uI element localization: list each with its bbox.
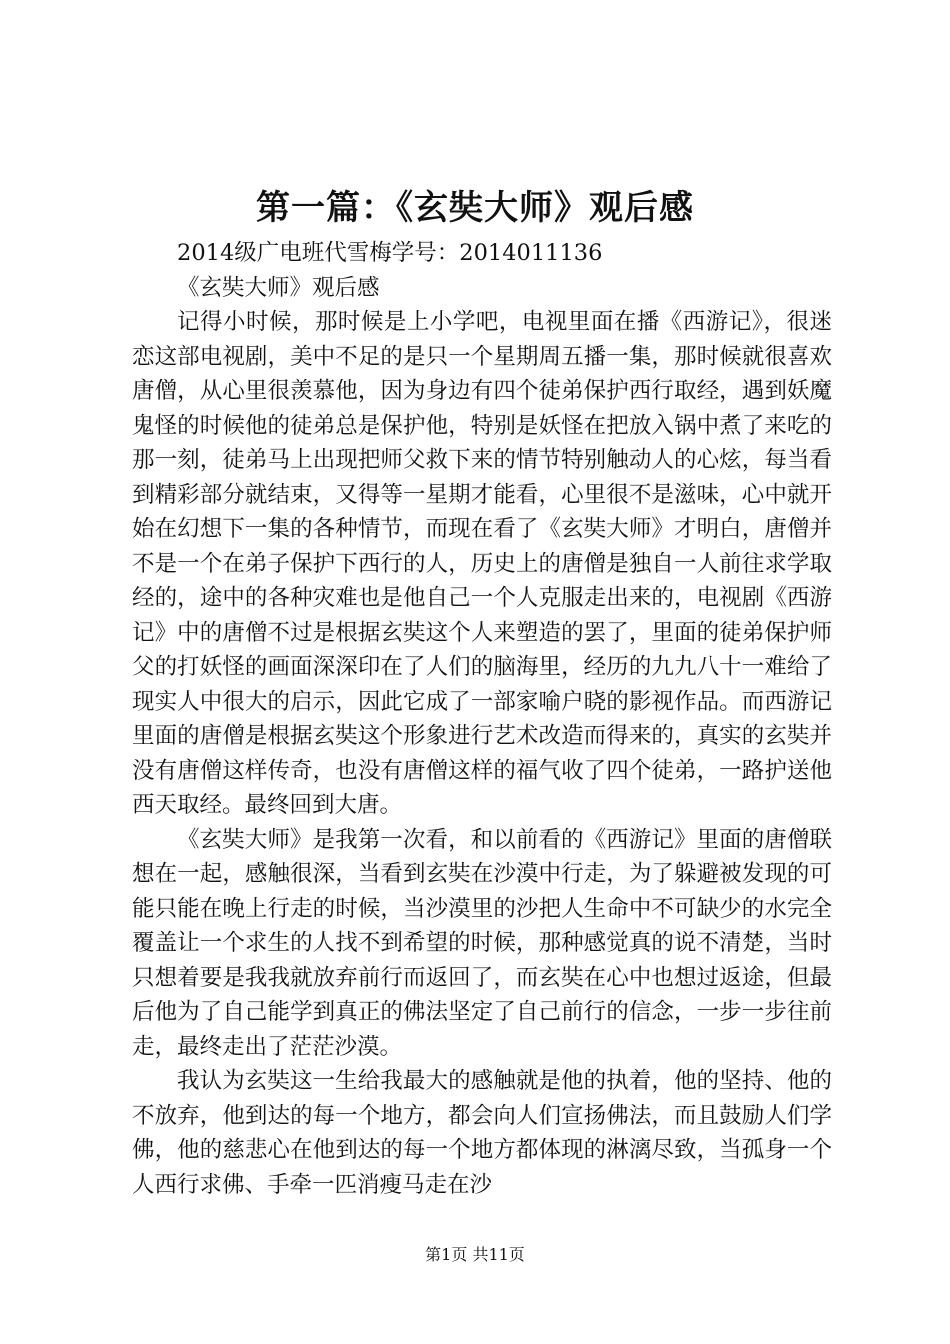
subtitle: 《玄奘大师》观后感	[177, 274, 380, 301]
paragraph-3: 我认为玄奘这一生给我最大的感触就是他的执着，他的坚持、他的不放弃，他到达的每一个地方，都会向人们宣扬佛法，而且鼓励人们学佛，他的慈悲心在他到达的每一个地方都体现的淋漓尽致，当孤身一个人西行求佛、手牵一匹消瘦马走在沙	[132, 1068, 832, 1198]
paragraph-2: 《玄奘大师》是我第一次看，和以前看的《西游记》里面的唐僧联想在一起，感触很深，当看到玄奘在沙漠中行走，为了躲避被发现的可能只能在晚上行走的时候，当沙漠里的沙把人生命中不可缺少的水完全覆盖让一个求生的人找不到希望的时候，那种感觉真的说不清楚，当时只想着要是我我就放弃前行而返回了，而玄奘在心中也想过返途，但最后他为了自己能学到真正的佛法坚定了自己前行的信念，一步一步往前走，最终走出了茫茫沙漠。	[132, 826, 832, 1060]
document-title: 第一篇：《玄奘大师》观后感	[256, 188, 694, 228]
paragraph-1: 记得小时候，那时候是上小学吧，电视里面在播《西游记》，很迷恋这部电视剧，美中不足的是只一个星期周五播一集，那时候就很喜欢唐僧，从心里很羡慕他，因为身边有四个徒弟保护西行取经，遇到妖魔鬼怪的时候他的徒弟总是保护他，特别是妖怪在把放入锅中煮了来吃的那一刻，徒弟马上出现把师父救下来的情节特别触动人的心炫，每当看到精彩部分就结束，又得等一星期才能看，心里很不是滋味，心中就开始在幻想下一集的各种情节，而现在看了《玄奘大师》才明白，唐僧并不是一个在弟子保护下西行的人，历史上的唐僧是独自一人前往求学取经的，途中的各种灾难也是他自己一个人克服走出来的，电视剧《西游记》中的唐僧不过是根据玄奘这个人来塑造的罢了，里面的徒弟保护师父的打妖怪的画面深深印在了人们的脑海里，经历的九九八十一难给了现实人中很大的启示，因此它成了一部家喻户晓的影视作品。而西游记里面的唐僧是根据玄奘这个形象进行艺术改造而得来的，真实的玄奘并没有唐僧这样传奇，也没有唐僧这样的福气收了四个徒弟，一路护送他西天取经。最终回到大唐。	[132, 309, 832, 818]
document-body	[132, 236, 832, 1202]
author-line: 2014级广电班代雪梅学号：2014011136	[177, 240, 603, 266]
page-footer: 第1页 共11页	[425, 1245, 525, 1264]
